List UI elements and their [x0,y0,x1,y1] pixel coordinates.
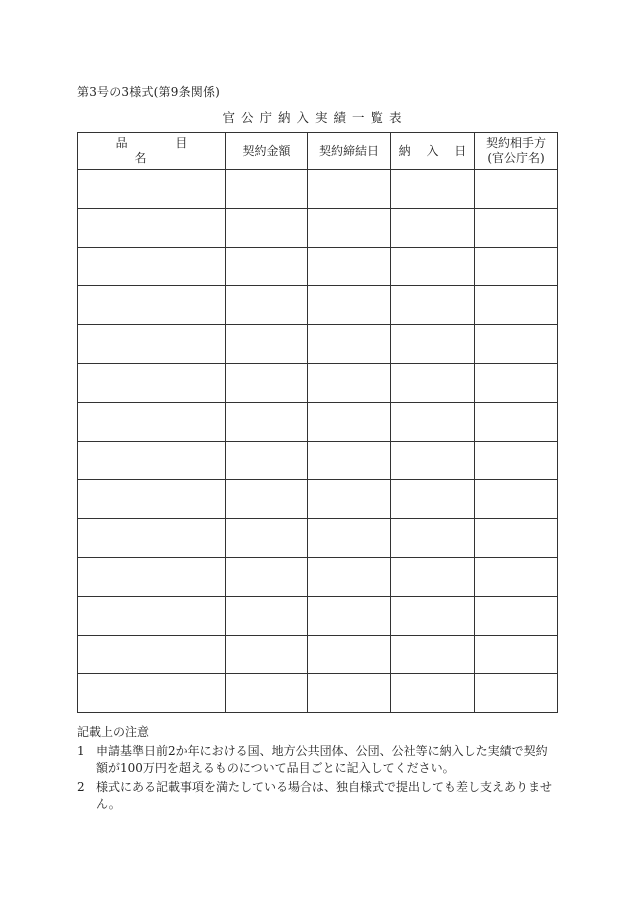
form-number: 第3号の3様式(第9条関係) [77,85,221,99]
note-item [77,743,557,777]
table-row [78,480,558,519]
cell-contract-party [475,557,558,596]
header-item-name: 品 目 名 [78,133,226,170]
table-row [78,247,558,286]
cell-delivery-date [391,402,475,441]
cell-contract-date [308,557,391,596]
cell-delivery-date [391,441,475,480]
notes-section [77,724,557,815]
table-body [78,170,558,713]
cell-contract-date [308,325,391,364]
cell-contract-date [308,519,391,558]
note-text: 申請基準日前2か年における国、地方公共団体、公団、公社等に納入した実績で契約額が100万円を超えるものについて品目ごとに記入してください。 [96,744,548,775]
table-row [78,441,558,480]
cell-contract-party [475,596,558,635]
note-number: 1 [77,744,85,758]
cell-item-name [78,635,226,674]
cell-item-name [78,519,226,558]
cell-delivery-date [391,325,475,364]
cell-contract-date [308,441,391,480]
table-row [78,170,558,209]
cell-contract-party [475,363,558,402]
cell-contract-party [475,519,558,558]
cell-delivery-date [391,208,475,247]
table-row [78,635,558,674]
cell-item-name [78,674,226,713]
cell-contract-date [308,480,391,519]
cell-item-name [78,208,226,247]
table-row [78,557,558,596]
cell-contract-date [308,674,391,713]
cell-contract-party [475,325,558,364]
cell-item-name [78,557,226,596]
cell-delivery-date [391,596,475,635]
cell-contract-party [475,208,558,247]
cell-contract-date [308,247,391,286]
cell-item-name [78,286,226,325]
cell-delivery-date [391,480,475,519]
cell-contract-party [475,441,558,480]
cell-contract-amount [226,325,308,364]
cell-contract-amount [226,519,308,558]
table-row [78,519,558,558]
note-item [77,779,557,813]
table-header-row [78,133,558,170]
cell-contract-date [308,208,391,247]
table-row [78,402,558,441]
cell-item-name [78,247,226,286]
document-title: 官公庁納入実績一覧表 [222,110,408,125]
table-row [78,363,558,402]
table-row [78,208,558,247]
cell-contract-amount [226,286,308,325]
cell-contract-amount [226,480,308,519]
cell-delivery-date [391,557,475,596]
cell-contract-date [308,596,391,635]
cell-item-name [78,441,226,480]
header-contract-party-label: 契約相手方 [485,136,546,150]
cell-contract-amount [226,363,308,402]
cell-item-name [78,480,226,519]
delivery-record-table [77,132,558,713]
cell-contract-party [475,674,558,713]
cell-contract-party [475,635,558,674]
cell-item-name [78,325,226,364]
cell-contract-amount [226,170,308,209]
cell-contract-date [308,635,391,674]
cell-item-name [78,402,226,441]
cell-contract-amount [226,402,308,441]
note-text: 様式にある記載事項を満たしている場合は、独自様式で提出しても差し支えありません。 [96,780,553,811]
cell-contract-amount [226,247,308,286]
cell-contract-amount [226,441,308,480]
cell-contract-party [475,480,558,519]
cell-contract-date [308,170,391,209]
cell-item-name [78,596,226,635]
cell-delivery-date [391,635,475,674]
header-contract-date: 契約締結日 [308,133,391,170]
cell-delivery-date [391,519,475,558]
cell-item-name [78,170,226,209]
table-row [78,325,558,364]
cell-contract-amount [226,208,308,247]
cell-delivery-date [391,363,475,402]
cell-contract-party [475,402,558,441]
header-delivery-date: 納 入 日 [391,133,475,170]
cell-contract-date [308,286,391,325]
cell-contract-date [308,363,391,402]
cell-contract-amount [226,635,308,674]
notes-title: 記載上の注意 [77,725,150,739]
table-row [78,674,558,713]
table-row [78,596,558,635]
cell-contract-amount [226,596,308,635]
cell-delivery-date [391,247,475,286]
table-row [78,286,558,325]
header-contract-amount: 契約金額 [226,133,308,170]
cell-contract-party [475,170,558,209]
cell-contract-party [475,247,558,286]
header-contract-party-sublabel: (官公庁名) [487,151,545,165]
cell-contract-party [475,286,558,325]
cell-contract-date [308,402,391,441]
cell-contract-amount [226,557,308,596]
cell-delivery-date [391,286,475,325]
cell-delivery-date [391,170,475,209]
cell-contract-amount [226,674,308,713]
cell-delivery-date [391,674,475,713]
cell-item-name [78,363,226,402]
header-contract-party [475,133,558,170]
note-number: 2 [77,780,85,794]
